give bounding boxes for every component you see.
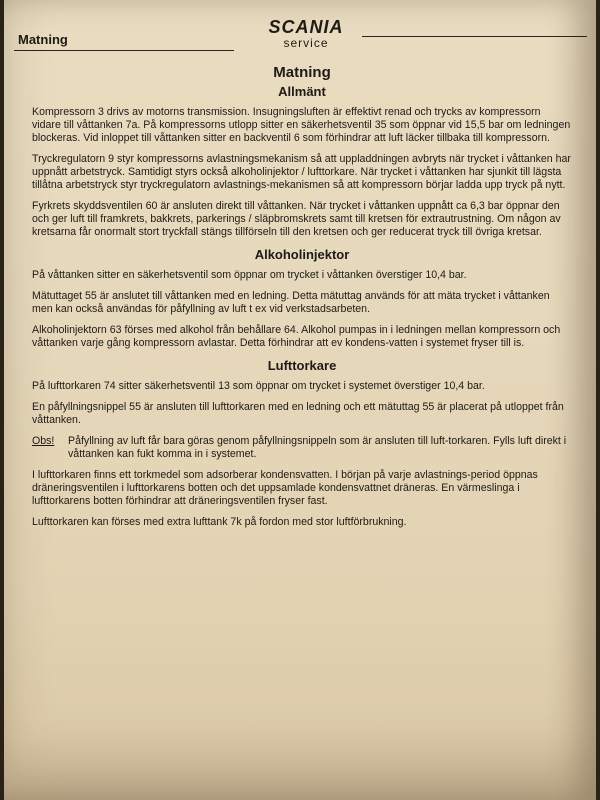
paragraph: I lufttorkaren finns ett torkmedel som adsorberar kondensvatten. I början på varje avlastnings-period öppnas dräneringsventilen i lufttorkarens botten och det uppsamlade kondensvattnet dräneras. En värmeslinga i lufttorkarens botten förhindrar att dräneringsventilen fryser fast.: [32, 469, 538, 507]
paragraph: Alkoholinjektorn 63 förses med alkohol från behållare 64. Alkohol pumpas in i ledningen mellan kompressorn och våttanken varje gång kompressorn avlastar. Detta förhindrar att ev kondens-vatten i systemet fryser till is.: [32, 324, 561, 349]
page-title: Matning: [273, 64, 331, 81]
paragraph: På lufttorkaren 74 sitter säkerhetsventil 13 som öppnar om trycket i systemet överstiger 10,4 bar.: [32, 380, 485, 392]
document-page: [4, 0, 596, 800]
section-heading-allmant: Allmänt: [278, 84, 326, 99]
paragraph: En påfyllningsnippel 55 är ansluten till lufttorkaren med en ledning och ett mätuttag 55 är placerat på utloppet från våttanken.: [32, 401, 564, 426]
section-heading-alkoholinjektor: Alkoholinjektor: [254, 247, 350, 262]
logo-sub: service: [283, 36, 329, 50]
paragraph: Mätuttaget 55 är anslutet till våttanken med en ledning. Detta mätuttag används för att mäta trycket i våttanken men kan också användas för påfyllning av luft t ex vid verkstadsarbeten.: [32, 290, 550, 315]
page-header: [4, 0, 596, 60]
paragraph: Fyrkrets skyddsventilen 60 är ansluten direkt till våttanken. När trycket i våttanken uppnått ca 6,3 bar öppnar den och ger luft till framkrets, bakkrets, parkerings / släpbromskrets samt till kretsen för extrautrustning. Om någon av kretsarna får onormalt stort tryckfall stängs tillförseln till den kretsen och ger reducerat tryck till övriga kretsar.: [32, 200, 561, 238]
document-body: [32, 64, 572, 537]
paragraph: Kompressorn 3 drivs av motorns transmission. Insugningsluften är effektivt renad och trycks av kompressorn vidare till våttanken 7a. På kompressorns utlopp sitter en säkerhetsventil 35 som öppnar vid 15,5 bar om ledningen blockeras. Vid inloppet till våttanken sitter en backventil 6 som förhindrar att luft läcker tillbaka till kompressorn.: [32, 106, 571, 144]
obs-label: Obs!: [32, 435, 55, 447]
obs-note: [32, 435, 572, 461]
header-rule-left: [14, 50, 234, 51]
logo-brand: SCANIA: [268, 17, 344, 37]
paragraph: Lufttorkaren kan förses med extra lufttank 7k på fordon med stor luftförbrukning.: [32, 516, 407, 528]
paragraph: Tryckregulatorn 9 styr kompressorns avlastningsmekanism så att uppladdningen avbryts när trycket i våttanken har uppnått arbetstryck. Samtidigt styrs också alkoholinjektor / lufttorkare. När trycket i våttanken har sjunkit till lägsta tillåtna arbetstryck styr tryckregulatorn avlastnings-mekanismen så att kompressorn börjar ladda upp tryck på nytt.: [32, 153, 571, 191]
paragraph: På våttanken sitter en säkerhetsventil som öppnar om trycket i våttanken överstiger 10,4 bar.: [32, 269, 467, 281]
scania-logo: [256, 18, 356, 50]
header-section-label: Matning: [18, 32, 68, 47]
header-rule-right: [362, 36, 587, 37]
section-heading-lufttorkare: Lufttorkare: [267, 358, 337, 373]
obs-text: Påfyllning av luft får bara göras genom påfyllningsnippeln som är ansluten till luft-torkaren. Fylls luft direkt i våttanken kan fukt komma in i systemet.: [68, 435, 567, 460]
